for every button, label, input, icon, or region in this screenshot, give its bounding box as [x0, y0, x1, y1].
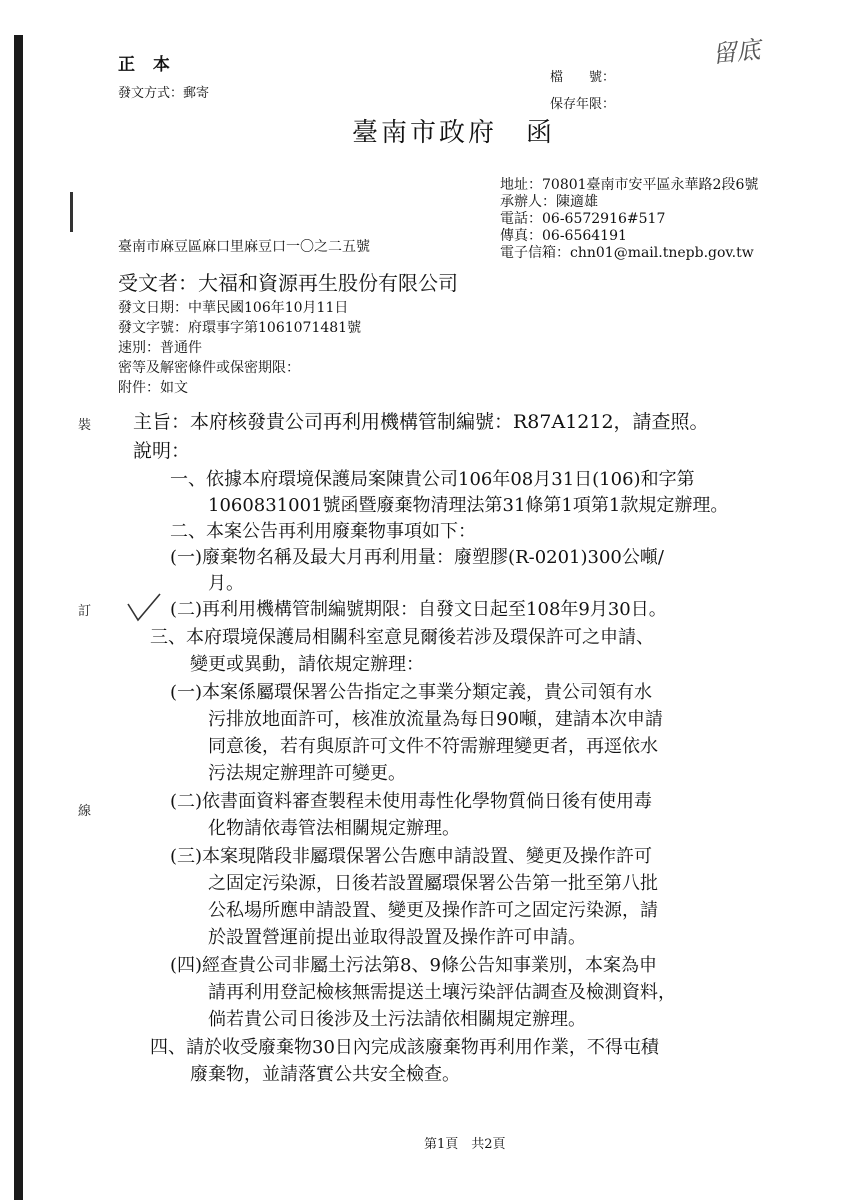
item-2-2-line-1: (二)再利用機構管制編號期限：自發文日起至108年9月30日。: [170, 599, 667, 620]
binding-mark-bottom: 線: [78, 804, 92, 819]
item-3-3-line-3: 公私場所應申請設置、變更及操作許可之固定污染源，請: [208, 900, 658, 921]
item-3-line-2: 變更或異動，請依規定辦理：: [190, 654, 424, 675]
secrecy-level: 密等及解密條件或保密期限：: [118, 360, 300, 376]
item-2-1-line-2: 月。: [208, 573, 244, 594]
item-3-2-line-2: 化物請依毒管法相關規定辦理。: [208, 818, 460, 839]
recipient: 受文者：大福和資源再生股份有限公司: [118, 271, 458, 295]
scan-edge-bar: [14, 35, 23, 1200]
item-3-line-1: 三、本府環境保護局相關科室意見爾後若涉及環保許可之申請、: [150, 627, 654, 648]
margin-tick-mark: [70, 192, 73, 232]
item-2-1-line-1: (一)廢棄物名稱及最大月再利用量：廢塑膠(R-0201)300公噸/: [170, 547, 664, 568]
item-3-3-line-4: 於設置營運前提出並取得設置及操作許可申請。: [208, 927, 586, 948]
send-method: 發文方式：郵寄: [118, 86, 210, 101]
retention-period: 保存年限：: [550, 97, 616, 112]
item-3-3-line-2: 之固定污染源，日後若設置屬環保署公告第一批至第八批: [208, 873, 658, 894]
handwritten-check-mark: [126, 592, 162, 624]
contact-email: 電子信箱：chn01@mail.tnepb.gov.tw: [500, 245, 754, 261]
document-number: 發文字號：府環事字第1061071481號: [118, 320, 362, 336]
item-3-4-line-2: 請再利用登記檢核無需提送土壤污染評估調查及檢測資料，: [208, 982, 676, 1003]
explanation-heading: 說明：: [133, 440, 191, 462]
item-2-line-1: 二、本案公告再利用廢棄物事項如下：: [170, 521, 476, 542]
page-footer: 第1頁 共2頁: [424, 1137, 506, 1152]
contact-phone: 電話：06-6572916#517: [500, 211, 666, 227]
original-copy-label: 正 本: [118, 55, 176, 75]
speed-class: 速別：普通件: [118, 340, 202, 356]
item-3-2-line-1: (二)依書面資料審查製程未使用毒性化學物質倘日後有使用毒: [170, 791, 653, 812]
subject-line: 主旨：本府核發貴公司再利用機構管制編號：R87A1212，請查照。: [133, 411, 709, 433]
binding-mark-top: 裝: [78, 418, 92, 433]
item-4-line-1: 四、請於收受廢棄物30日內完成該廢棄物再利用作業，不得屯積: [150, 1037, 659, 1058]
attachment: 附件：如文: [118, 380, 188, 396]
file-number: 檔 號：: [550, 70, 616, 85]
item-4-line-2: 廢棄物，並請落實公共安全檢查。: [190, 1064, 460, 1085]
handwritten-note: 留底: [710, 35, 762, 69]
contact-handler: 承辦人：陳適雄: [500, 194, 598, 210]
item-3-1-line-4: 污法規定辦理許可變更。: [208, 763, 406, 784]
item-3-1-line-1: (一)本案係屬環保署公告指定之事業分類定義，貴公司領有水: [170, 682, 653, 703]
item-3-3-line-1: (三)本案現階段非屬環保署公告應申請設置、變更及操作許可: [170, 846, 653, 867]
item-1-line-1: 一、依據本府環境保護局案陳貴公司106年08月31日(106)和字第: [170, 469, 695, 490]
contact-fax: 傳真：06-6564191: [500, 228, 627, 244]
recipient-address: 臺南市麻豆區麻口里麻豆口一〇之二五號: [118, 239, 370, 255]
contact-address: 地址：70801臺南市安平區永華路2段6號: [500, 177, 759, 193]
issue-date: 發文日期：中華民國106年10月11日: [118, 300, 349, 316]
binding-mark-middle: 訂: [78, 604, 92, 619]
item-1-line-2: 1060831001號函暨廢棄物清理法第31條第1項第1款規定辦理。: [208, 495, 729, 516]
item-3-1-line-3: 同意後，若有與原許可文件不符需辦理變更者，再逕依水: [208, 736, 658, 757]
item-3-1-line-2: 污排放地面許可，核准放流量為每日90噸，建請本次申請: [208, 709, 663, 730]
item-3-4-line-3: 倘若貴公司日後涉及土污法請依相關規定辦理。: [208, 1009, 586, 1030]
item-3-4-line-1: (四)經查貴公司非屬土污法第8、9條公告知事業別，本案為申: [170, 955, 657, 976]
document-title: 臺南市政府 函: [352, 118, 556, 148]
